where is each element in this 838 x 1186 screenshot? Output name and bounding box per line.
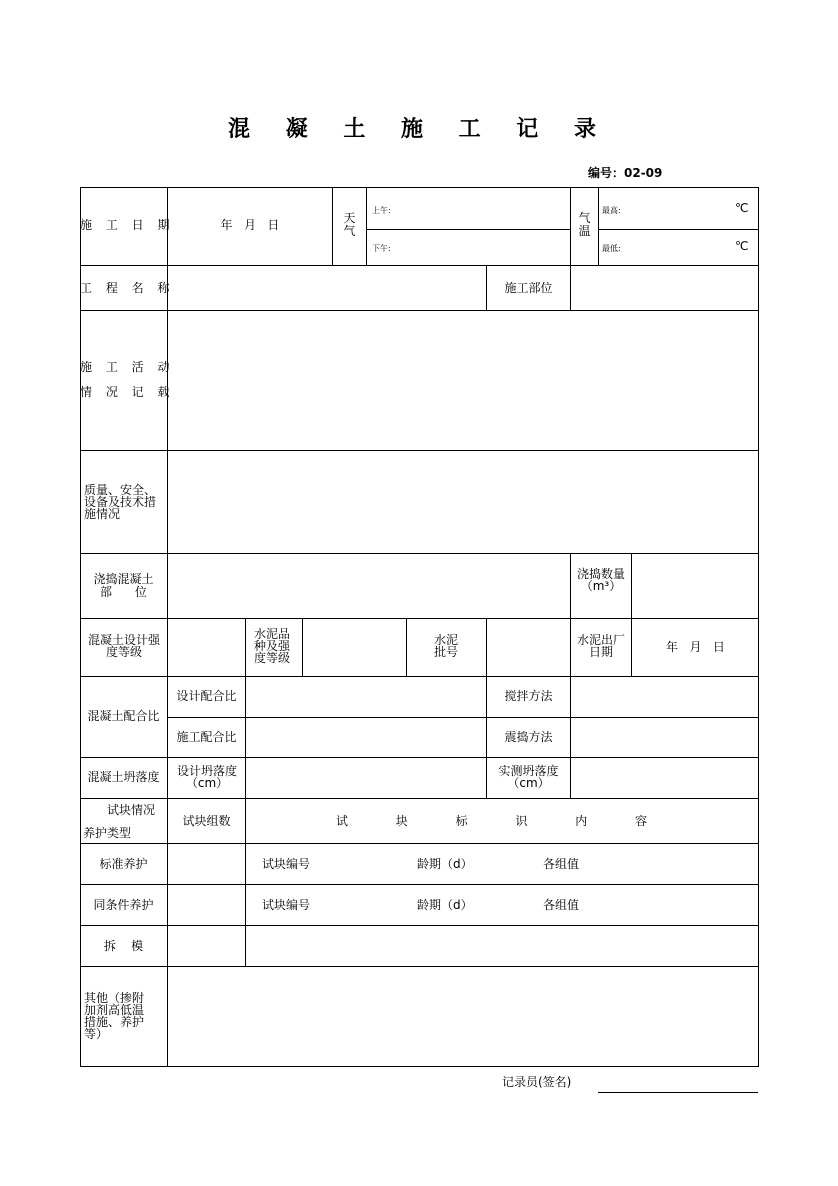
other-measures-label: 其他（掺附加剂高低温措施、养护等） xyxy=(84,991,145,1041)
cement-batch-label: 水泥批号 xyxy=(433,633,458,659)
design-strength-label: 混凝土设计强度等级 xyxy=(88,633,161,659)
standard-curing-label: 标准养护 xyxy=(99,857,148,871)
demold-label: 拆 模 xyxy=(103,939,144,953)
project-name-label: 工 程 名 称 xyxy=(80,281,175,295)
actual-slump-label: 实测坍落度（cm） xyxy=(498,764,559,790)
max-temp-unit: ℃ xyxy=(735,201,749,215)
field-mix-label: 施工配合比 xyxy=(176,730,237,744)
same-condition-curing-label: 同条件养护 xyxy=(93,898,154,912)
construction-date-value[interactable]: 年 月 日 xyxy=(220,218,280,232)
design-mix-label: 设计配合比 xyxy=(176,689,237,703)
min-temp-field[interactable]: 最低: xyxy=(602,244,621,253)
vibration-method-label: 震捣方法 xyxy=(504,730,553,744)
standard-values-label: 各组值 xyxy=(543,857,580,871)
cement-factory-date-value[interactable]: 年 月 日 xyxy=(666,640,725,654)
activity-label-line2: 情 况 记 载 xyxy=(80,385,175,399)
signature-line[interactable] xyxy=(598,1092,758,1093)
activity-label-line1: 施 工 活 动 xyxy=(80,360,175,374)
page-title: 混 凝 土 施 工 记 录 xyxy=(228,117,610,142)
form-code: 编号：02-09 xyxy=(588,166,663,180)
cement-type-grade-label: 水泥品种及强度等级 xyxy=(254,627,291,665)
recorder-signature-label: 记录员(签名) xyxy=(502,1075,572,1089)
table-grid xyxy=(80,187,759,1067)
weather-label: 天 气 xyxy=(343,211,356,238)
same-specimen-no-label: 试块编号 xyxy=(262,898,311,912)
min-temp-unit: ℃ xyxy=(735,239,749,253)
same-values-label: 各组值 xyxy=(543,898,580,912)
cement-factory-date-label: 水泥出厂日期 xyxy=(577,633,626,659)
construction-part-label: 施工部位 xyxy=(504,281,553,295)
design-slump-label: 设计坍落度（cm） xyxy=(176,764,237,790)
specimen-groups-label: 试块组数 xyxy=(182,814,231,828)
pour-part-label-line1: 浇捣混凝土 xyxy=(93,572,154,586)
mix-ratio-label: 混凝土配合比 xyxy=(87,709,160,723)
form-table xyxy=(80,187,759,1067)
pour-quantity-label: 浇捣数量（m³） xyxy=(576,567,625,593)
mixing-method-label: 搅拌方法 xyxy=(504,689,553,703)
weather-pm-field[interactable]: 下午: xyxy=(372,244,391,253)
specimen-id-content-label: 试 块 标 识 内 容 xyxy=(335,814,670,828)
standard-specimen-no-label: 试块编号 xyxy=(262,857,311,871)
slump-label: 混凝土坍落度 xyxy=(87,770,160,784)
pour-part-label-line2: 部 位 xyxy=(100,585,147,599)
specimen-status-label: 试块情况 xyxy=(107,803,156,817)
temperature-label: 气 温 xyxy=(578,211,591,238)
max-temp-field[interactable]: 最高: xyxy=(602,206,621,215)
standard-age-label: 龄期（d） xyxy=(417,857,473,871)
construction-date-label: 施 工 日 期 xyxy=(80,218,175,232)
quality-safety-label: 质量、安全、设备及技术措施情况 xyxy=(84,483,157,521)
same-age-label: 龄期（d） xyxy=(417,898,473,912)
weather-am-field[interactable]: 上午: xyxy=(372,206,391,215)
curing-type-label: 养护类型 xyxy=(83,826,132,840)
